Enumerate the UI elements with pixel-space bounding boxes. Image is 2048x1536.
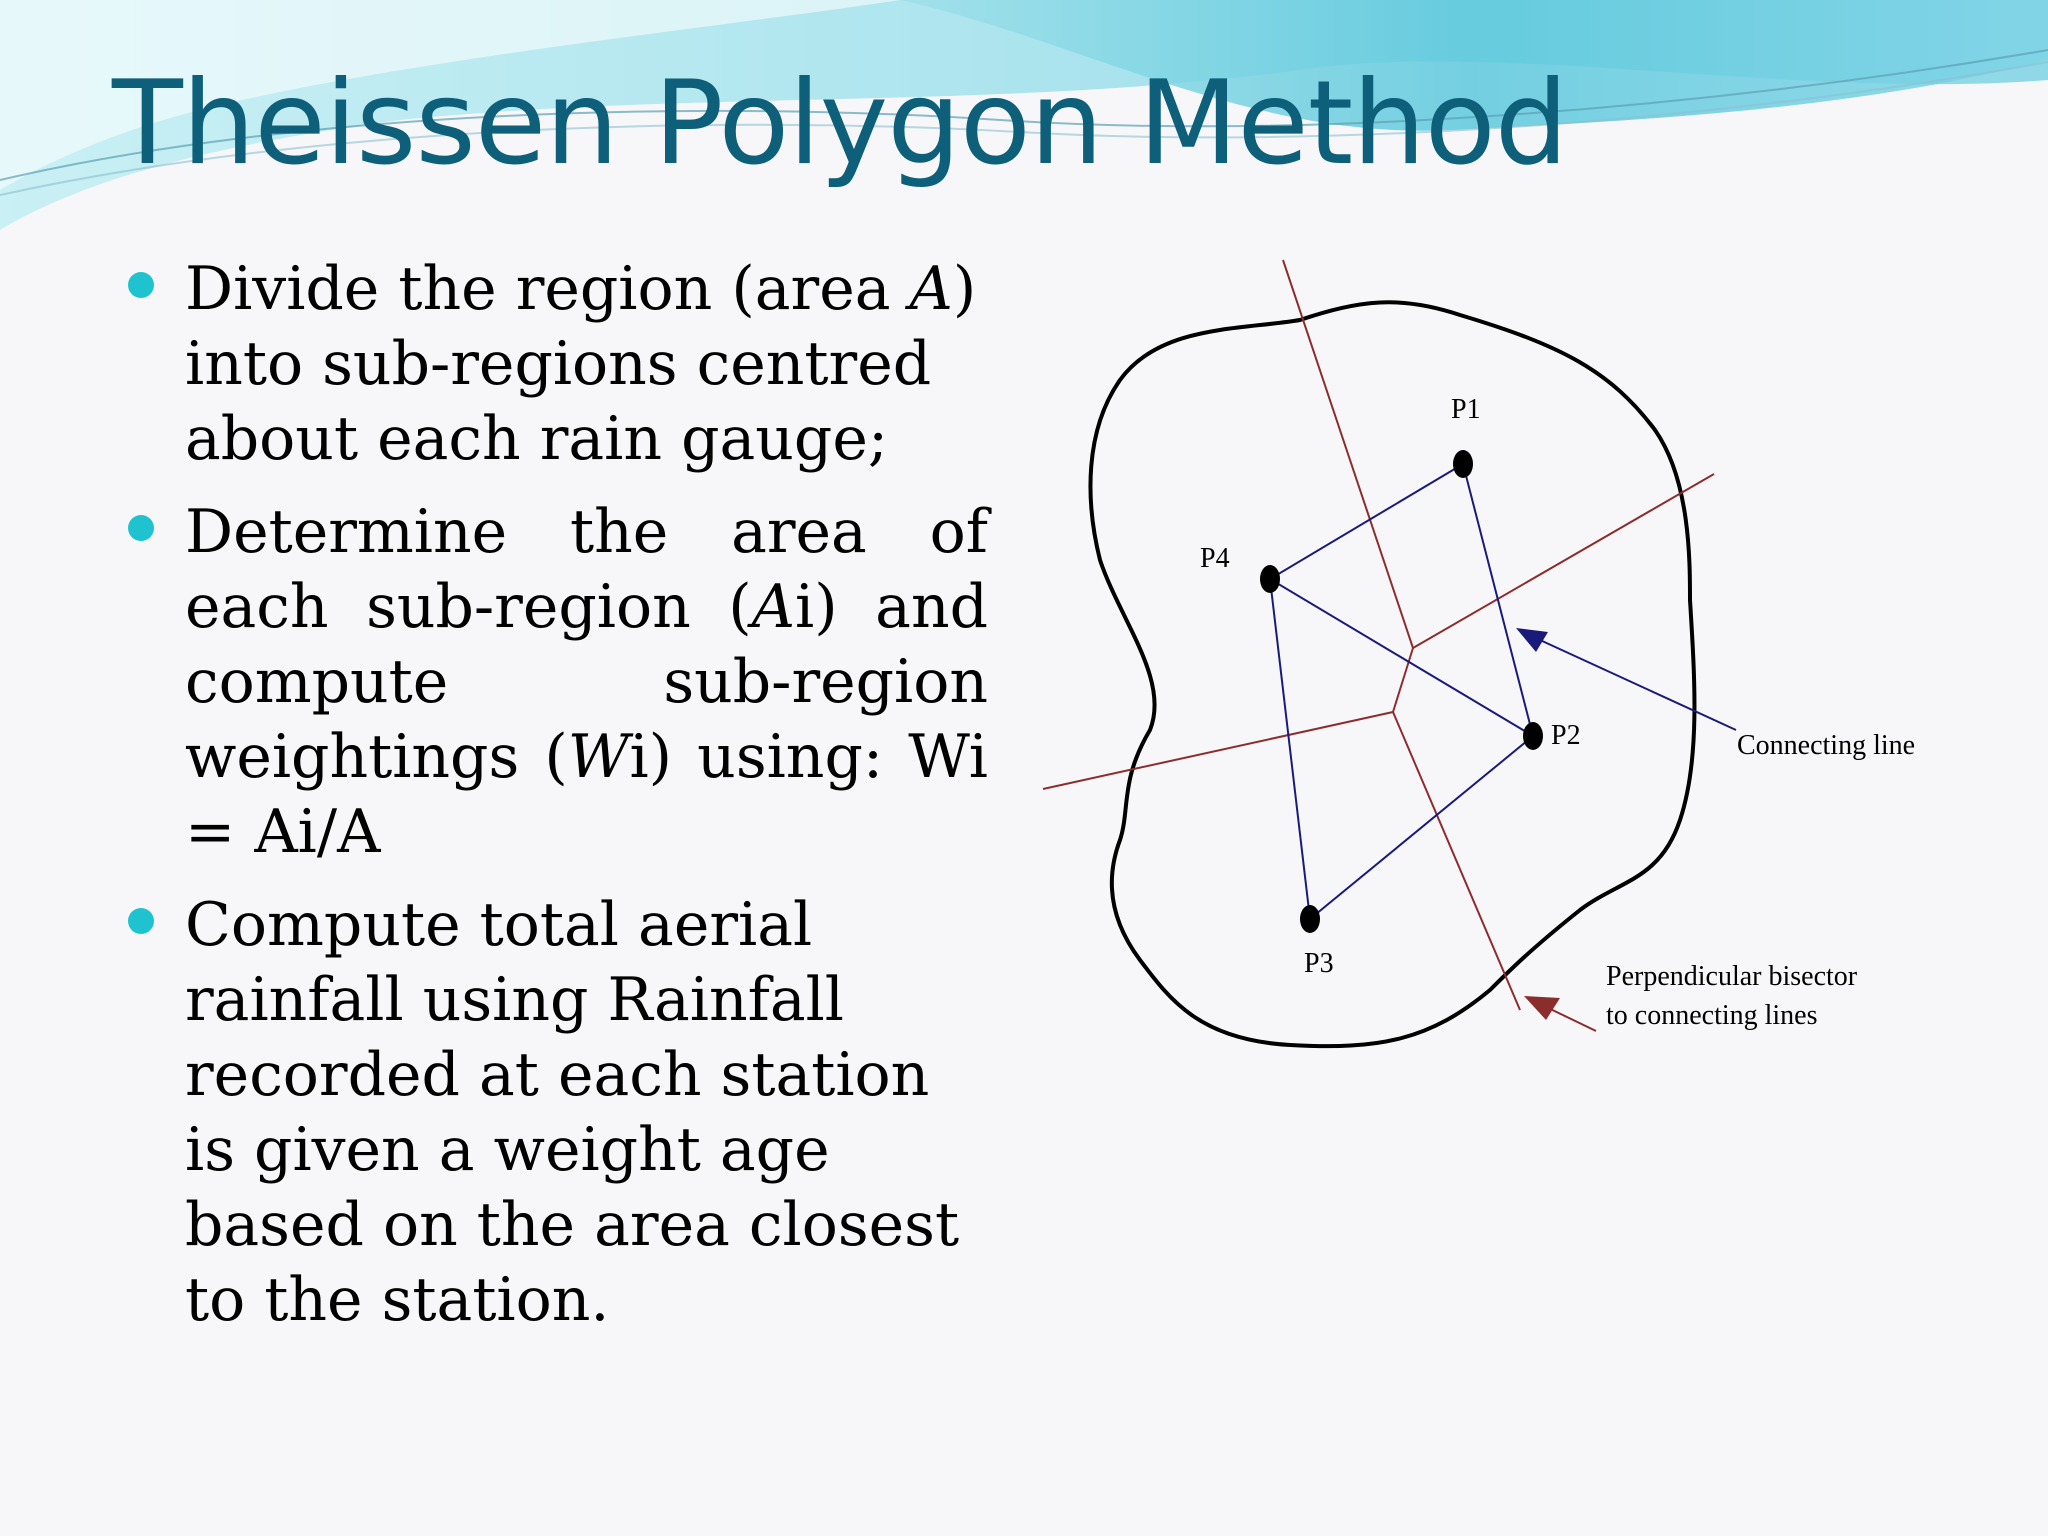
station-p1-dot: [1453, 450, 1473, 478]
bisector-label-line2: to connecting lines: [1606, 1000, 1818, 1031]
slide-title: Theissen Polygon Method: [112, 56, 1568, 191]
station-p3-dot: [1300, 905, 1320, 933]
station-label-p2: P2: [1551, 720, 1581, 751]
connecting-line-label: Connecting line: [1737, 730, 1916, 761]
perpendicular-bisectors: [1043, 260, 1714, 1010]
station-p4-dot: [1260, 565, 1280, 593]
bullet-text: Compute total aerial rainfall using Rainfall recorded at each station is given a weight age based on the area closest to the station.: [185, 890, 960, 1335]
station-label-p4: P4: [1200, 543, 1230, 574]
bisector-label-line1: Perpendicular bisector: [1606, 961, 1858, 992]
catchment-boundary: [1090, 302, 1694, 1046]
bullet-text: Divide the region (area A) into sub-regions centred about each rain gauge;: [185, 254, 977, 474]
bisector-arrowhead-icon: [1524, 996, 1560, 1020]
connecting-line-arrowhead-icon: [1516, 628, 1548, 652]
connecting-lines: [1270, 464, 1533, 919]
station-label-p1: P1: [1451, 394, 1481, 425]
bullet-text: Determine the area of each sub-region (Ai) and compute sub-region weightings (Wi) using: Wi = Ai/A: [185, 497, 988, 867]
station-label-p3: P3: [1304, 948, 1334, 979]
station-p2-dot: [1523, 722, 1543, 750]
